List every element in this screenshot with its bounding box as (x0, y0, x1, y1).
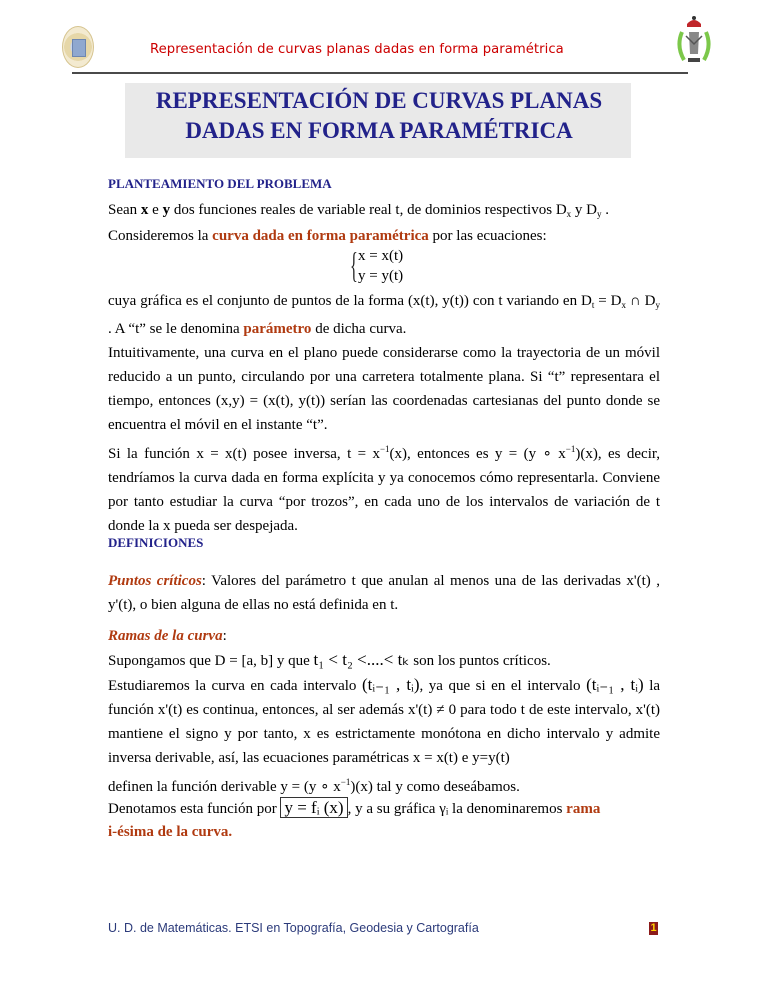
definition-term: Ramas de la curva (108, 628, 223, 644)
equation-x: x = x(t) (358, 248, 404, 264)
text: Si la función (108, 446, 197, 462)
sub: x (621, 300, 626, 310)
domain-dy: D (586, 202, 597, 218)
section-heading-definiciones: DEFINICIONES (108, 535, 204, 550)
text: Consideremos la (108, 228, 213, 244)
page-number-badge: 1 (650, 922, 657, 934)
ramas-paragraph (108, 673, 660, 770)
ramas-line-1 (108, 648, 660, 673)
paragraph-parametric-curve (108, 224, 660, 248)
text: , entonces es (407, 446, 495, 462)
text: definen la función derivable y = (y ∘ x (108, 779, 341, 795)
var-x: x (140, 202, 149, 218)
header-title: Representación de curvas planas dadas en forma paramétrica (150, 42, 564, 57)
text: , es decir, tendríamos la curva dada en forma explícita y ya conocemos cómo representarla. Conviene por tanto estudiar la curva “por trozos”, en cada uno de los intervalos de variación de t donde la x pueda ser despejada. (108, 446, 661, 534)
header-divider (72, 72, 688, 74)
text: )(x) tal y como deseábamos. (350, 779, 520, 795)
university-seal-logo (62, 26, 94, 68)
math: t₁ < t₂ <....< tₖ (313, 650, 410, 669)
text: , ya que si en el intervalo (419, 678, 587, 694)
math-domain: D (580, 293, 592, 309)
text: y (571, 202, 587, 218)
definition-term: Puntos críticos (108, 573, 202, 589)
math-interval: (tᵢ₋₁ , tᵢ) (586, 675, 644, 694)
paragraph-intuition: Intuitivamente, una curva en el plano puede considerarse como la trayectoria de un móvil reducido a un punto, circulando por una carretera totalmente plana. Si “t” representara el tiempo, entonces (x,y) = (x(t), y(t)) serían las coordenadas cartesianas del punto donde se encuentra el móvil en el instante “t”. (108, 345, 660, 433)
text: la función x'(t) es continua, entonces, al ser además x'(t) ≠ 0 para todo t de este intervalo, x'(t) mantiene el signo y por tanto, x es estrictamente monótona en dicho intervalo y admite inversa derivable, así, las ecuaciones paramétricas x = x(t) e y=y(t) (108, 678, 661, 766)
var-y: y (162, 202, 171, 218)
highlight-term: rama (566, 801, 601, 817)
text: = D (594, 293, 622, 309)
text: son los puntos críticos. (409, 653, 551, 669)
document-title (140, 86, 618, 146)
title-line-2: DADAS EN FORMA PARAMÉTRICA (185, 118, 573, 143)
sup: −1 (565, 444, 576, 454)
footer-text: U. D. de Matemáticas. ETSI en Topografía, Geodesia y Cartografía (108, 921, 479, 935)
brace-icon: { (350, 245, 358, 285)
sup: −1 (379, 444, 390, 454)
math: x = x(t) (196, 446, 247, 462)
text: con t variando en (468, 293, 581, 309)
text: dos funciones reales de variable real t, de dominios respectivos (170, 202, 556, 218)
sup: −1 (340, 777, 351, 787)
text: : (201, 573, 206, 589)
ramas-highlight-end: i-ésima de la curva. (108, 824, 233, 840)
math: (x) (389, 446, 408, 462)
math: )(x) (575, 446, 598, 462)
sub: t (591, 300, 595, 310)
text: cuya gráfica es el conjunto de puntos de la forma (108, 293, 408, 309)
title-line-1: REPRESENTACIÓN DE CURVAS PLANAS (155, 88, 603, 113)
math-point: (x(t), y(t)) (407, 293, 469, 309)
definition-puntos-criticos (108, 569, 660, 617)
equation-y: y = y(t) (358, 268, 404, 284)
sub: y (597, 209, 602, 219)
text: Denotamos esta función por (108, 801, 281, 817)
boxed-formula: y = fᵢ (x) (280, 797, 347, 818)
highlight-term: parámetro (243, 321, 312, 337)
equation-system (358, 246, 403, 286)
sub: y (655, 300, 660, 310)
text: Estudiaremos la curva en cada intervalo (108, 678, 362, 694)
school-crest-logo (674, 14, 714, 72)
text: . A “t” se le denomina (108, 321, 244, 337)
text: por las ecuaciones: (428, 228, 547, 244)
ramas-line-denote (108, 796, 660, 821)
math: y = (y ∘ x (494, 446, 566, 462)
text: ∩ D (625, 293, 656, 309)
section-heading-planteamiento: PLANTEAMIENTO DEL PROBLEMA (108, 176, 332, 191)
text: Supongamos que D = [a, b] y que (108, 653, 314, 669)
text: de dicha curva. (311, 321, 407, 337)
definition-ramas-term (108, 624, 660, 648)
ramas-line-derivable (108, 770, 660, 799)
math-interval: (tᵢ₋₁ , tᵢ) (361, 675, 420, 694)
paragraph-functions (108, 198, 660, 226)
seal-shield-icon (72, 39, 86, 57)
text: Sean (108, 202, 141, 218)
text: : (222, 628, 227, 644)
paragraph-inverse (108, 437, 660, 538)
sub: x (566, 209, 572, 219)
highlight-term: curva dada en forma paramétrica (212, 228, 429, 244)
text: e (148, 202, 163, 218)
domain-dx: D (555, 202, 567, 218)
text: . (601, 202, 609, 218)
paragraph-graph (108, 289, 660, 341)
text: posee inversa, (246, 446, 348, 462)
text: , y a su gráfica γᵢ la denominaremos (347, 801, 567, 817)
definition-text: Valores del parámetro t que anulan al menos una de las derivadas x'(t) , y'(t), o bien alguna de ellas no está definida en t. (108, 573, 660, 613)
math: t = x (347, 446, 380, 462)
